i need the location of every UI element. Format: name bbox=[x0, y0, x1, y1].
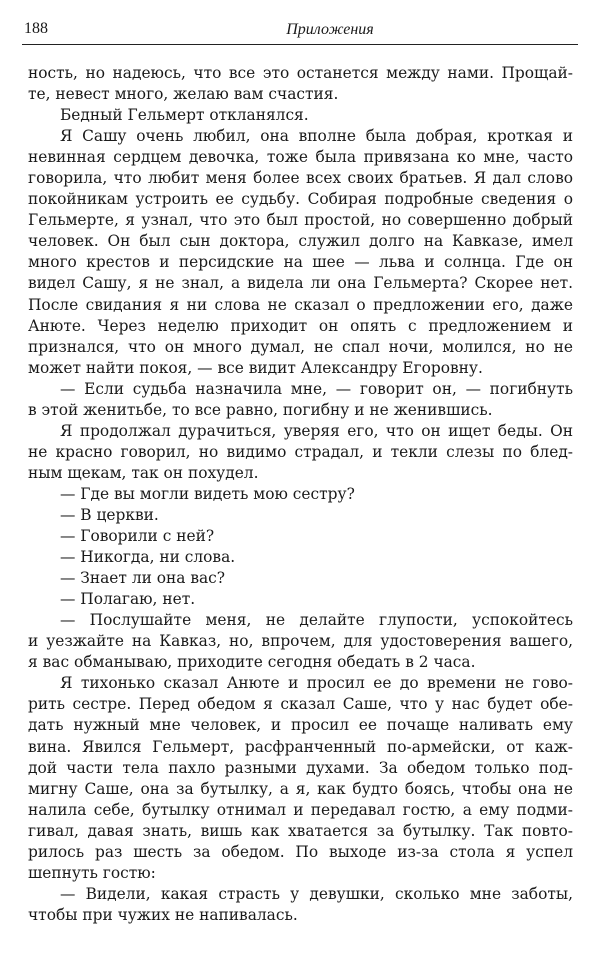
body-text bbox=[28, 63, 573, 926]
text-line: Я Сашу очень любил, она вполне была добрая, кроткая и bbox=[60, 127, 573, 146]
text-line: ным щекам, так он похудел. bbox=[28, 463, 259, 482]
text-line: Я тихонько сказал Анюте и просил ее до времени не гово- bbox=[60, 674, 573, 693]
text-line: в этой женитьбе, то все равно, погибну и не женившись. bbox=[28, 400, 493, 419]
text-line: много крестов и персидские на шее — льва и солнца. Где он bbox=[28, 253, 573, 272]
text-line: — Знает ли она вас? bbox=[60, 569, 226, 588]
text-line: человек. Он был сын доктора, служил долго на Кавказе, имел bbox=[28, 232, 573, 251]
text-line: рить сестре. Перед обедом я сказал Саше, что у нас будет обе- bbox=[28, 695, 573, 714]
text-line: говорила, что любит меня более всех своих братьев. Я дал слово bbox=[28, 169, 573, 188]
text-line: Я продолжал дурачиться, уверяя его, что он ищет беды. Он bbox=[60, 421, 573, 440]
text-line: — Где вы могли видеть мою сестру? bbox=[60, 484, 355, 503]
text-line: чтобы при чужих не напивалась. bbox=[28, 905, 298, 924]
text-line: рилось раз шесть за обедом. По выходе из-за стола я успел bbox=[28, 842, 573, 861]
text-line: мигну Саше, она за бутылку, а я, как будто боясь, чтобы она не bbox=[28, 779, 573, 798]
page-number: 188 bbox=[24, 20, 48, 37]
text-line: ность, но надеюсь, что все это останется между нами. Прощай- bbox=[28, 64, 573, 82]
text-line: Анюте. Через неделю приходит он опять с предложением и bbox=[28, 316, 573, 335]
text-line: и уезжайте на Кавказ, но, впрочем, для удостоверения вашего, bbox=[28, 632, 573, 651]
text-line: шепнуть гостю: bbox=[28, 863, 156, 882]
text-line: дать нужный мне человек, и просил ее почаще наливать ему bbox=[28, 716, 573, 735]
running-title: Приложения bbox=[286, 21, 374, 38]
text-line: — Никогда, ни слова. bbox=[60, 548, 236, 567]
text-line: признался, что он много думал, не спал ночи, молился, но не bbox=[28, 337, 573, 356]
text-line: После свидания я ни слова не сказал о предложении его, даже bbox=[28, 295, 573, 314]
text-line: дой части тела пахло разными духами. За обедом только под- bbox=[28, 758, 573, 777]
text-line: налила себе, бутылку отнимал и передавал гостю, а ему подми- bbox=[28, 800, 573, 819]
text-line: — Видели, какая страсть у девушки, сколько мне заботы, bbox=[60, 884, 573, 903]
text-line: — Послушайте меня, не делайте глупости, успокойтесь bbox=[60, 611, 573, 630]
text-line: — Говорили с ней? bbox=[60, 527, 215, 546]
text-line: я вас обманываю, приходите сегодня обедать в 2 часа. bbox=[28, 653, 476, 672]
text-line: — Если судьба назначила мне, — говорит он, — погибнуть bbox=[60, 379, 573, 398]
text-line: те, невест много, желаю вам счастия. bbox=[28, 85, 339, 104]
text-line: вина. Явился Гельмерт, расфранченный по-армейски, от каж- bbox=[28, 737, 573, 756]
text-line: гивал, давая знать, вишь как хватается за бутылку. Так повто- bbox=[28, 821, 573, 840]
page-header bbox=[22, 18, 578, 45]
text-line: не красно говорил, но видимо страдал, и текли слезы по блед- bbox=[28, 442, 573, 461]
text-line: может найти покоя, — все видит Александру Егоровну. bbox=[28, 358, 483, 377]
text-line: Бедный Гельмерт откланялся. bbox=[60, 106, 309, 125]
text-line: покойникам устроить ее судьбу. Собирая подробные сведения о bbox=[28, 190, 573, 209]
text-line: видел Сашу, я не знал, а видела ли она Гельмерта? Скорее нет. bbox=[28, 274, 573, 293]
text-line: — Полагаю, нет. bbox=[60, 590, 196, 609]
text-line: — В церкви. bbox=[60, 505, 159, 524]
text-line: невинная сердцем девочка, тоже была привязана ко мне, часто bbox=[28, 148, 573, 167]
text-line: Гельмерте, я узнал, что это был простой, но совершенно добрый bbox=[28, 211, 573, 230]
